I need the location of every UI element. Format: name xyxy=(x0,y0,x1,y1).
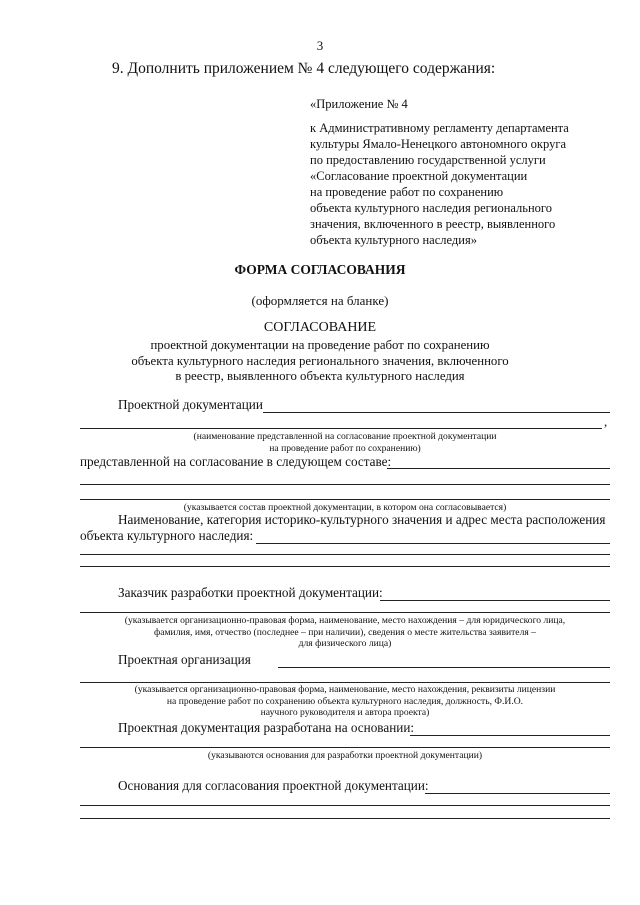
appendix-line: объекта культурного наследия регионального xyxy=(310,201,552,215)
caption-line: фамилия, имя, отчество (последнее – при наличии), сведения о месте жительства заявителя – xyxy=(154,626,536,638)
approval-basis-fill-line-2[interactable] xyxy=(80,805,610,806)
form-title: ФОРМА СОГЛАСОВАНИЯ xyxy=(234,262,406,277)
appendix-line: «Согласование проектной документации xyxy=(310,169,528,183)
caption-line: на проведение работ по сохранению) xyxy=(269,442,421,454)
caption-line: (указывается организационно-правовая форма, наименование, место нахождения – для юридического лица, xyxy=(124,615,566,626)
approval-basis-fill-line-3[interactable] xyxy=(80,818,610,819)
appendix-line: культуры Ямало-Ненецкого автономного округа xyxy=(310,137,566,151)
submitted-fill-line[interactable] xyxy=(387,468,610,469)
appendix-reference xyxy=(310,120,569,248)
project-doc-caption xyxy=(80,431,610,454)
form-note: (оформляется на бланке) xyxy=(251,293,389,308)
approval-basis-label: Основания для согласования проектной документации: xyxy=(118,778,429,793)
submitted-label: представленной на согласование в следующем составе: xyxy=(80,454,392,469)
submitted-fill-line-2[interactable] xyxy=(80,484,610,485)
customer-label: Заказчик разработки проектной документации: xyxy=(118,585,383,600)
design-org-fill-line-2[interactable] xyxy=(80,682,610,683)
developed-basis-label: Проектная документация разработана на основании: xyxy=(118,720,415,735)
subtitle-line: объекта культурного наследия регионального значения, включенного xyxy=(131,353,509,368)
project-doc-fill-line[interactable] xyxy=(263,412,610,413)
project-doc-label: Проектной документации xyxy=(118,397,263,412)
caption-line: (наименование представленной на согласование проектной документации xyxy=(193,431,497,442)
design-org-label: Проектная организация xyxy=(118,652,251,667)
approval-basis-fill-line[interactable] xyxy=(425,793,610,794)
subtitle-line: проектной документации на проведение работ по сохранению xyxy=(150,338,490,352)
design-org-caption xyxy=(80,684,610,719)
design-org-fill-line[interactable] xyxy=(278,667,610,668)
project-doc-fill-line-2[interactable] xyxy=(80,428,602,429)
item-9-heading: 9. Дополнить приложением № 4 следующего содержания: xyxy=(112,60,496,77)
caption-line: на проведение работ по сохранению объекта культурного наследия, должность, Ф.И.О. xyxy=(166,695,524,707)
customer-fill-line-2[interactable] xyxy=(80,612,610,613)
customer-caption xyxy=(80,615,610,650)
appendix-line: по предоставлению государственной услуги xyxy=(310,153,546,167)
composition-caption: (указывается состав проектной документации, в котором она согласовывается) xyxy=(183,502,507,513)
comma-mark: , xyxy=(604,414,608,429)
developed-basis-fill-line[interactable] xyxy=(410,735,610,736)
caption-line: (указывается организационно-правовая форма, наименование, место нахождения, реквизиты лицензии xyxy=(134,684,556,695)
page-number: 3 xyxy=(316,38,324,53)
form-heading: СОГЛАСОВАНИЕ xyxy=(263,320,377,335)
appendix-line: к Административному регламенту департамента xyxy=(310,121,569,135)
object-name-label: Наименование, категория историко-культурного значения и адрес места расположения xyxy=(118,512,606,527)
object-name-label-2: объекта культурного наследия: xyxy=(80,528,254,543)
object-name-fill-line-2[interactable] xyxy=(80,554,610,555)
form-subtitle xyxy=(0,338,640,385)
appendix-title: «Приложение № 4 xyxy=(310,97,408,111)
submitted-fill-line-3[interactable] xyxy=(80,499,610,500)
appendix-line: на проведение работ по сохранению xyxy=(310,185,504,199)
caption-line: для физического лица) xyxy=(298,638,392,649)
developed-basis-caption: (указываются основания для разработки проектной документации) xyxy=(207,750,483,761)
object-name-fill-line-3[interactable] xyxy=(80,566,610,567)
caption-line: научного руководителя и автора проекта) xyxy=(260,707,430,718)
customer-fill-line[interactable] xyxy=(380,600,610,601)
appendix-line: объекта культурного наследия» xyxy=(310,233,477,247)
appendix-line: значения, включенного в реестр, выявленного xyxy=(310,217,556,231)
subtitle-line: в реестр, выявленного объекта культурного наследия xyxy=(175,369,465,383)
object-name-fill-line[interactable] xyxy=(256,543,610,544)
developed-basis-fill-line-2[interactable] xyxy=(80,747,610,748)
